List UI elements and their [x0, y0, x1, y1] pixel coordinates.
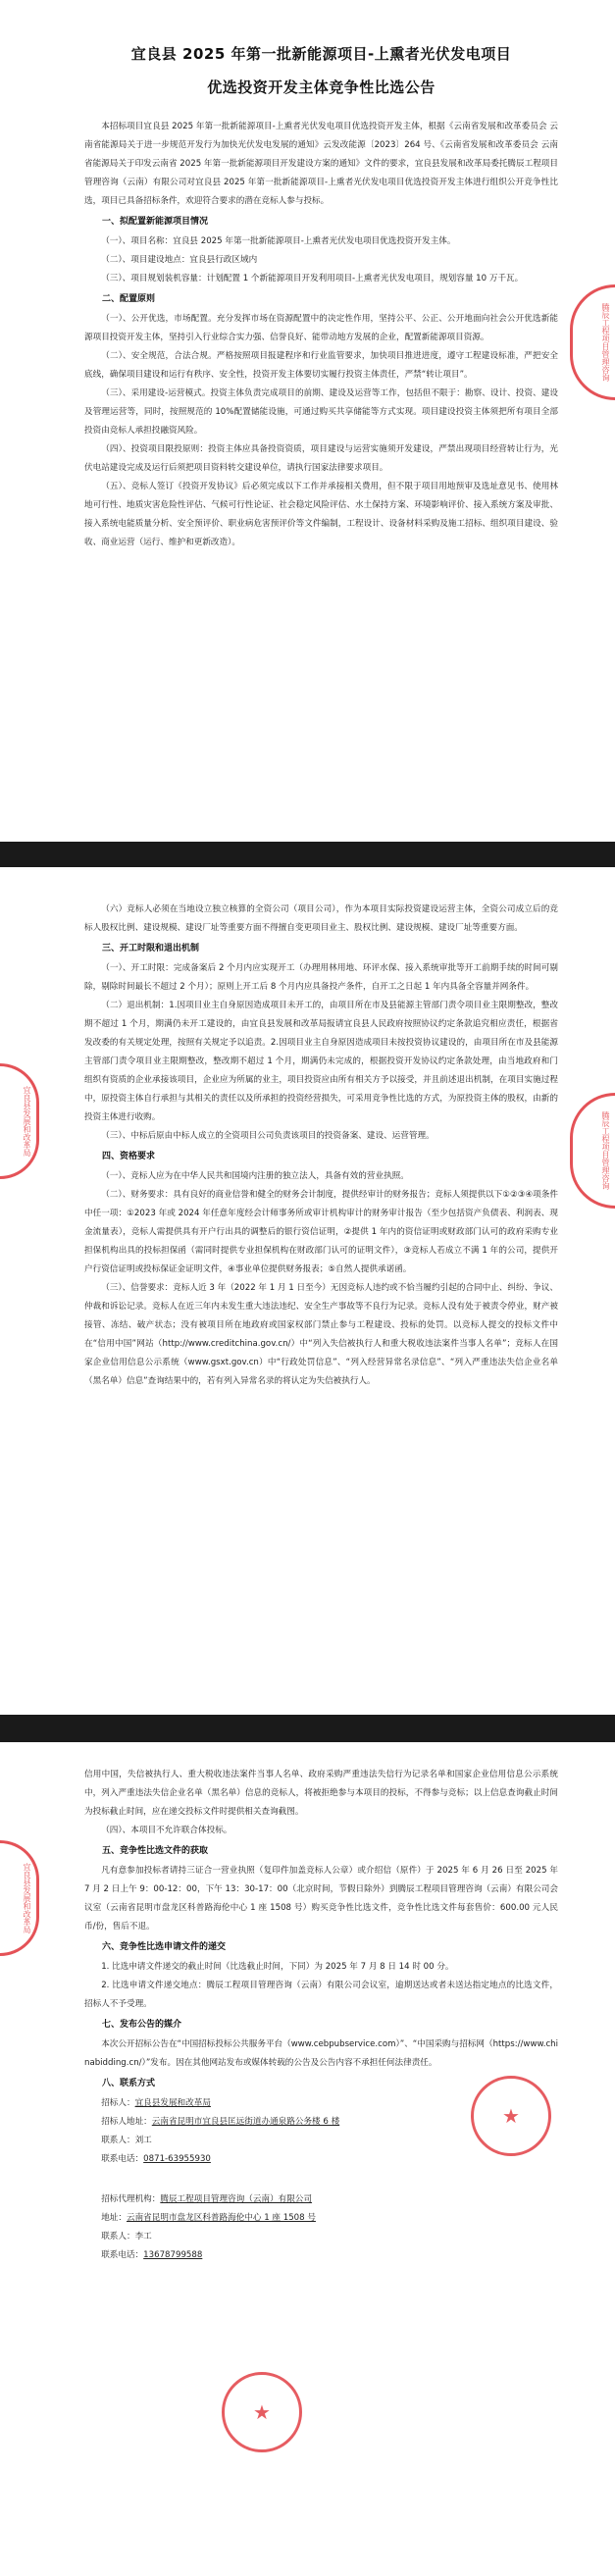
contact-label: 招标人：: [101, 2098, 135, 2108]
section-6-item-2: 2. 比选申请文件递交地点：腾辰工程项目管理咨询（云南）有限公司会议室，逾期送达或者未送达指定地点的比选文件，招标人不予受理。: [84, 1981, 558, 2009]
section-2-item-3: （三）、采用建设-运营模式。投资主体负责完成项目的前期、建设及运营等工作，包括但不限于：勘察、设计、投资、建设及管理运营等，同时，按照规范的 10%配置储能设施，可通过购买共享储能等方式实现。项目建设投资主体须把所有项目全部投资由竞标人承担投融资风险。: [84, 388, 558, 436]
section-2-heading: 二、配置原则: [102, 294, 156, 304]
page-2-content: [84, 901, 558, 1391]
document-title-line-2: 优选投资开发主体竞争性比选公告: [207, 78, 436, 96]
section-2-item-4: （四）、投资项目限投原则：投资主体应具备投资资质，项目建设与运营实施须开发建设，严禁出现项目经营转让行为，光伏电站建设完成及运行后须把项目资料转交建设单位，请执行国家法律要求项目。: [84, 444, 558, 473]
contact-label: 招标人地址：: [101, 2117, 152, 2127]
contact-label: 联系人：: [101, 2136, 135, 2145]
section-1-heading: 一、拟配置新能源项目情况: [102, 217, 209, 227]
page-1-content: [84, 37, 558, 552]
contact-value: 云南省昆明市盘龙区科普路海伦中心 1 座 1508 号: [126, 2213, 316, 2223]
contact-value: 0871-63955930: [143, 2154, 211, 2164]
document-page-1: [0, 0, 615, 842]
contact-value: 刘工: [134, 2136, 152, 2145]
section-3-item-3: （三）、中标后原由中标人成立的全资项目公司负责该项目的投资备案、建设、运营管理。: [101, 1131, 435, 1141]
contact-value: 云南省昆明市宜良县匡远街道办通泉路公务楼 6 楼: [151, 2117, 340, 2127]
section-4-heading: 四、资格要求: [102, 1152, 156, 1161]
round-seal-stamp: [471, 2076, 551, 2156]
document-title-line-1: 宜良县 2025 年第一批新能源项目-上熏者光伏发电项目: [130, 45, 512, 63]
contact-label: 联系电话：: [101, 2250, 144, 2260]
section-3-item-2: （二）退出机制：1.因项目业主自身原因造成项目未开工的，由项目所在市及县能源主管部门责令项目业主限期整改，整改期不超过 1 个月，期满仍未开工建设的，由宜良县发展和改革局报请宜良县人民政府按照协议约定条款追究相应责任，根据省发改委的有关规定处理，按照有关规定予以追责。2.因项目业主自身原因造成项目未按投资协议建设的，由项目所在市及县能源主管部门责令项目业主限期整改，整改期不超过 1 个月，期满仍未完成的，根据投资开发协议约定条款处理，由当地政府和门组织有资质的企业承接该项目，企业应为所属的业主，项目投资应由所有相关方予以接受，并且前述退出机制，在项目实施过程中，原投资主体自行承担与其相关的责任以及所承担的投资经营损失，可采用竞争性比选的方式，为原投资主体的股权，由新的投资主体进行收购。: [84, 1001, 558, 1122]
contact-tenderer-phone: [84, 2150, 558, 2169]
section-3-heading: 三、开工时限和退出机制: [102, 944, 200, 953]
section-2-item-1: （一）、公开优选，市场配置。充分发挥市场在资源配置中的决定性作用，坚持公平、公正、公开地面向社会公开优选新能源项目投资开发主体，坚持引入行业综合实力强、信誉良好、能带动地方发展的企业，配置新能源项目资源。: [84, 314, 558, 342]
round-seal-stamp: [222, 2372, 302, 2452]
section-2-item-6: （六）竞标人必须在当地设立独立核算的全资公司（项目公司），作为本项目实际投资建设运营主体，全资公司成立后的竞标人股权比例、建设规模、建设厂址等重要方面不得擅自变更项目业主、股权比例、建设规模、建设厂址等重要方面。: [84, 904, 558, 933]
contact-value: 宜良县发展和改革局: [134, 2098, 211, 2108]
intro-paragraph: 本招标项目宜良县 2025 年第一批新能源项目-上熏者光伏发电项目优选投资开发主体，根据《云南省发展和改革委员会 云南省能源局关于进一步规范开发行为加快光伏发电发展的通知》云发改能源〔2023〕264 号、《云南省发展和改革委员会 云南省能源局关于印发云南省 2025 年第一批新能源项目开发建设方案的通知》文件的要求，宜良县发展和改革局委托腾辰工程项目管理咨询（云南）有限公司对宜良县 2025 年第一批新能源项目-上熏者光伏发电项目优选投资开发主体进行组织公开竞争性比选，项目已具备招标条件，欢迎符合要求的潜在竞标人参与投标。: [84, 122, 558, 206]
star-icon: ★: [253, 2400, 271, 2424]
seal-stamp-left: 宜良县发展和改革局: [0, 1063, 39, 1179]
section-4-item-1: （一）、竞标人应为在中华人民共和国境内注册的独立法人，具备有效的营业执照。: [101, 1171, 409, 1181]
seal-stamp-left: 宜良县发展和改革局: [0, 1840, 39, 1956]
section-6-heading: 六、竞争性比选申请文件的递交: [102, 1942, 227, 1952]
section-4-item-3-continued: 信用中国，失信被执行人、重大税收违法案件当事人名单、政府采购严重违法失信行为记录名单和国家企业信用信息公示系统中，列入严重违法失信企业名单（黑名单）信息的竞标人，将被拒绝参与本项目的投标，不得参与竞标；以上信息查询截止时间为投标截止时间，应在递交投标文件时提供相关查询截图。: [84, 1770, 558, 1817]
contact-label: 联系人：: [101, 2232, 135, 2241]
contact-label: 地址：: [101, 2213, 127, 2223]
star-icon: ★: [502, 2104, 520, 2128]
section-5-item-1: 凡有意参加投标者请持三证合一营业执照（复印件加盖竞标人公章）或介绍信（原件）于 2025 年 6 月 26 日至 2025 年 7 月 2 日上午 9：00-12：00，下午 13：30-17：00（北京时间，节假日除外）到腾辰工程项目管理咨询（云南）有限公司会议室（云南省昆明市盘龙区科普路海伦中心 1 座 1508 号）购买竞争性比选文件，竞争性比选文件每套售价：600.00 元人民币/份，售后不退。: [84, 1866, 558, 1932]
section-1-item-3: （三）、项目规划装机容量：计划配置 1 个新能源项目开发利用项目-上熏者光伏发电项目，规划容量 10 万千瓦。: [101, 274, 524, 283]
section-3-item-1: （一）、开工时限：完成备案后 2 个月内应实现开工（办理用林用地、环评水保、接入系统审批等开工前期手续的时间可剔除，剔除时间最长不超过 2 个月）；原则上开工后 8 个月内应具备投产条件，自开工之日起 1 年内具备全容量并网条件。: [84, 963, 558, 992]
section-4-item-4: （四）、本项目不允许联合体投标。: [101, 1826, 232, 1835]
contact-value: 李工: [134, 2232, 152, 2241]
section-4-item-2: （二）、财务要求：具有良好的商业信誉和健全的财务会计制度，提供经审计的财务报告；竞标人须提供以下①②③④项条件中任一项：①2023 年或 2024 年任意年度经会计师事务所或审计机构审计的财务审计报告（至少包括资产负债表、利润表、现金流量表），竞标人需提供具有开户行出具的调整后的银行资信证明，②提供 1 年内的资信证明或财政部门认可的政府采购专业担保机构出具的投标担保函（需同时提供专业担保机构在财政部门认可的证明文件），③竞标人若成立不满 1 年的公司，提供开户行资信证明或投标保证金证明文件，④事业单位提供财务报表；⑤自然人提供承诺函。: [84, 1190, 558, 1274]
section-1-item-1: （一）、项目名称：宜良县 2025 年第一批新能源项目-上熏者光伏发电项目优选投资开发主体。: [101, 236, 456, 246]
section-7-item-1: 本次公开招标公告在“中国招标投标公共服务平台（www.cebpubservice.com）”、“中国采购与招标网（https://www.chinabidding.cn/）”发布。因在其他网站发布或媒体转载的公告及公告内容不承担任何法律责任。: [84, 2039, 558, 2068]
section-7-heading: 七、发布公告的媒介: [102, 2020, 182, 2030]
seal-stamp-right: 腾辰工程项目管理咨询: [570, 1093, 615, 1209]
contact-agency: [84, 2190, 558, 2209]
contact-agency-address: [84, 2209, 558, 2228]
contact-agency-phone: [84, 2246, 558, 2265]
document-page-2: [0, 867, 615, 1715]
contact-value: 腾辰工程项目管理咨询（云南）有限公司: [160, 2194, 313, 2204]
section-6-item-1: 1. 比选申请文件递交的截止时间（比选截止时间，下同）为 2025 年 7 月 8 日 14 时 00 分。: [101, 1962, 454, 1972]
section-4-item-3: （三）、信誉要求：竞标人近 3 年（2022 年 1 月 1 日至今）无因竞标人违约或不恰当履约引起的合同中止、纠纷、争议、仲裁和诉讼记录。竞标人在近三年内未发生重大违法违纪、安全生产事故等不良行为记录。竞标人没有处于被责令停业，财产被接管、冻结、破产状态；没有被项目所在地政府或国家权部门禁止参与工程建设、投标的处罚。以竞标人提交的投标文件中在“信用中国”网站（http://www.creditchina.gov.cn/）中“列入失信被执行人和重大税收违法案件当事人名单”；竞标人在国家企业信用信息公示系统（www.gsxt.gov.cn）中“行政处罚信息”、“列入经营异常名录信息”、“列入严重违法失信企业名单（黑名单）信息”查询结果中的，若有列入异常名录的将认定为失信被执行人。: [84, 1283, 558, 1386]
document-page-3: [0, 1742, 615, 2576]
seal-stamp-right: 腾辰工程项目管理咨询: [570, 284, 615, 400]
section-5-heading: 五、竞争性比选文件的获取: [102, 1846, 209, 1856]
section-8-heading: 八、联系方式: [102, 2079, 156, 2088]
contact-label: 招标代理机构：: [101, 2194, 161, 2204]
contact-agency-person: [84, 2228, 558, 2246]
section-2-item-5: （五）、竞标人签订《投资开发协议》后必须完成以下工作并承接相关费用，但不限于项目用地预审及选址意见书、使用林地可行性、地质灾害危险性评估、气候可行性论证、社会稳定风险评估、水土保持方案、环境影响评价、接入系统方案及审批、接入系统电能质量分析、安全预评价、职业病危害预评价等文件编制，工程设计、设备材料采购及施工招标、组织项目建设、验收、商业运营（运行、维护和更新改造）。: [84, 482, 558, 547]
section-1-item-2: （二）、项目建设地点：宜良县行政区域内: [101, 255, 258, 265]
section-2-item-2: （二）、安全规范，合法合规。严格按照项目报建程序和行业监管要求，加快项目推进进度，遵守工程建设标准，严把安全底线，确保项目建设和运行有秩序、安全性，投资开发主体要切实履行投资主体责任，严禁“转让项目”。: [84, 351, 558, 380]
contact-value: 13678799588: [143, 2250, 203, 2260]
contact-label: 联系电话：: [101, 2154, 144, 2164]
page-3-content: [84, 1766, 558, 2265]
